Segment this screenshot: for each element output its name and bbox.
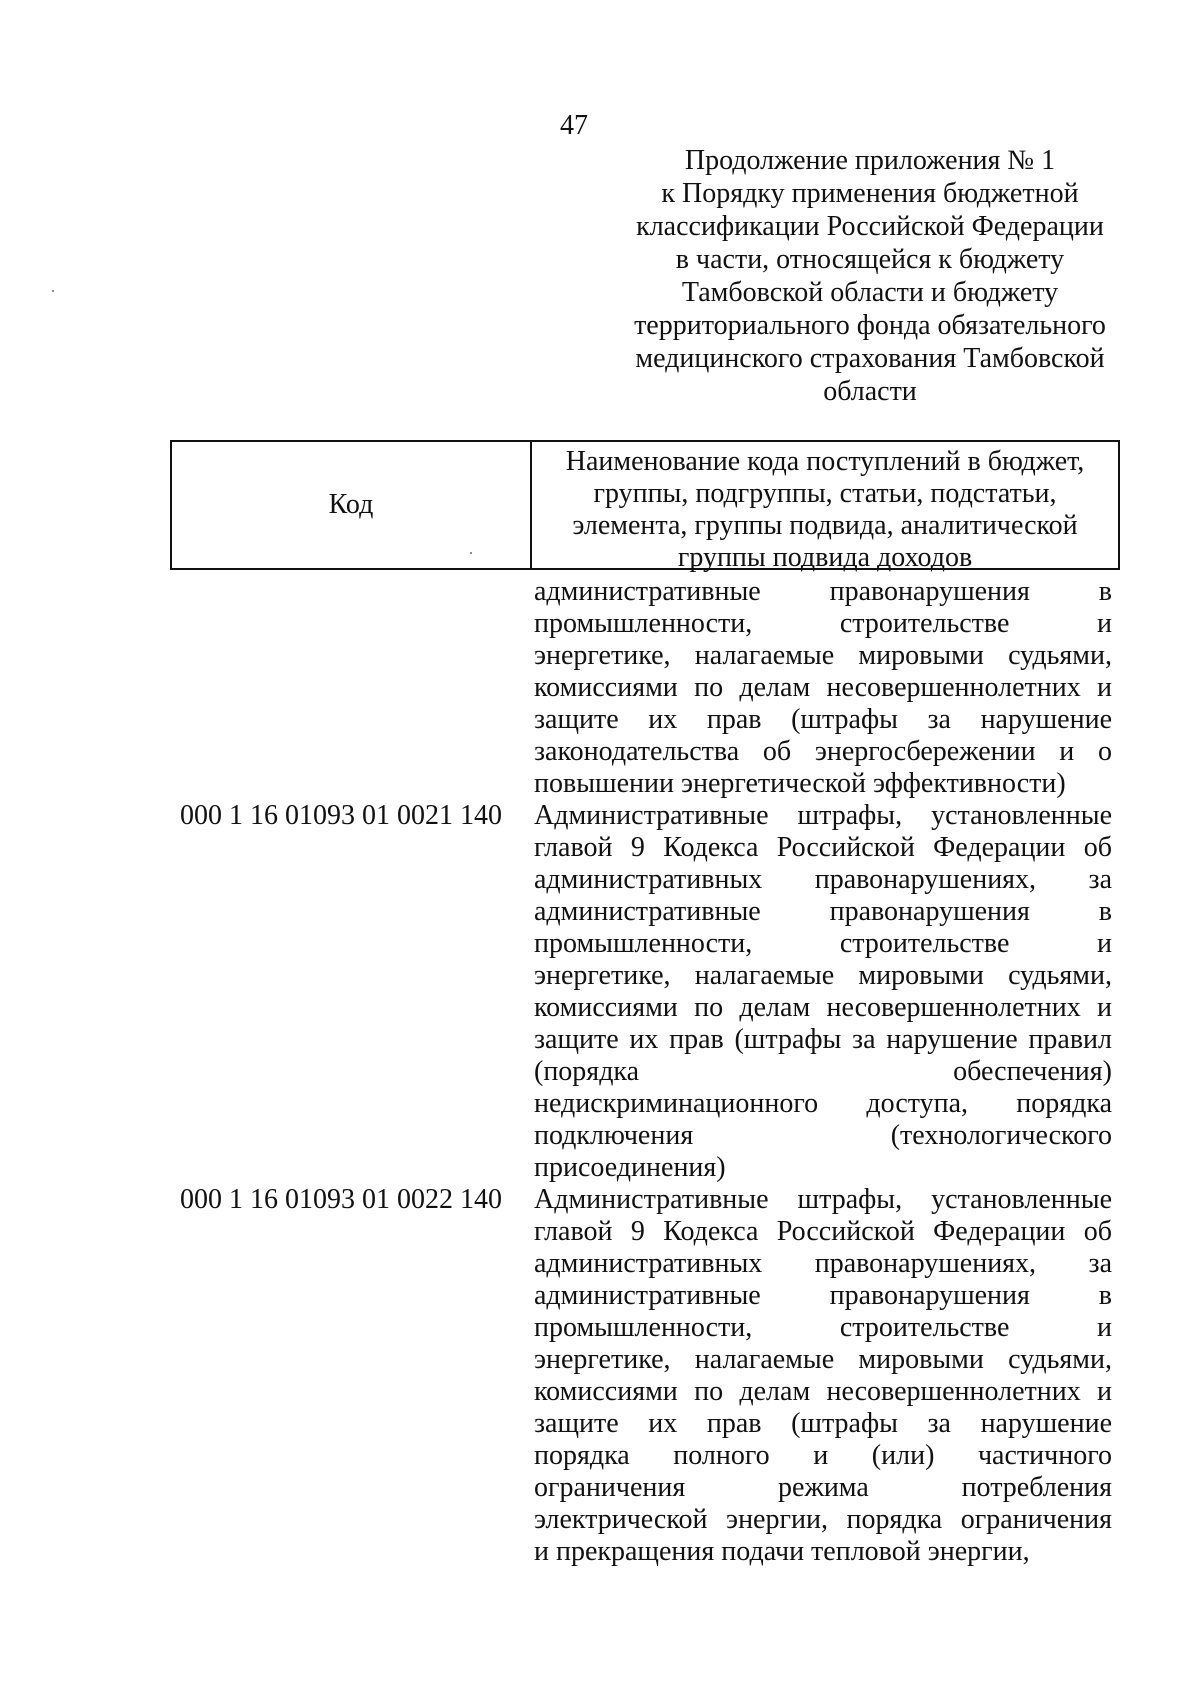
table-row [170,576,1120,800]
header-name-line: Наименование кода поступлений в бюджет, [565,446,1085,477]
header-name-line: группы, подгруппы, статьи, подстатьи, [593,478,1057,509]
description-line: главой 9 Кодекса Российской Федерации об [534,1216,1112,1247]
description-line: комиссиями по делам несовершеннолетних и [534,672,1112,703]
description-line: административных правонарушениях, за [534,864,1112,895]
table-header [170,440,1120,573]
description-line: недискриминационного доступа, порядка [534,1088,1112,1119]
appendix-header-line: Продолжение приложения № 1 [684,145,1056,176]
appendix-header-line: в части, относящейся к бюджету [675,244,1065,275]
header-name-line: элемента, группы подвида, аналитической [572,510,1078,541]
description-line: энергетике, налагаемые мировыми судьями, [534,640,1112,671]
description-line: повышении энергетической эффективности) [534,768,1066,799]
description-line: административные правонарушения в [534,576,1112,607]
description-line: порядка полного и (или) частичного [534,1440,1112,1471]
row-description [530,1184,1120,1568]
table-row [170,1184,1120,1568]
description-line: защите их прав (штрафы за нарушение правил [534,1024,1112,1055]
description-line: защите их прав (штрафы за нарушение [534,704,1112,735]
description-line: административные правонарушения в [534,1280,1112,1311]
description-line: присоединения) [534,1152,726,1183]
description-line: главой 9 Кодекса Российской Федерации об [534,832,1112,863]
description-line: (порядка обеспечения) [534,1056,1112,1087]
description-line: энергетике, налагаемые мировыми судьями, [534,1344,1112,1375]
row-description [530,576,1120,800]
row-code: 000 1 16 01093 01 0021 140 [180,800,502,831]
row-description [530,800,1120,1184]
table-row [170,800,1120,1184]
description-line: энергетике, налагаемые мировыми судьями, [534,960,1112,991]
appendix-header-line: классификации Российской Федерации [636,211,1104,242]
description-line: комиссиями по делам несовершеннолетних и [534,992,1112,1023]
description-line: Административные штрафы, установленные [534,800,1112,831]
description-line: административных правонарушениях, за [534,1248,1112,1279]
header-code-cell: Код [172,442,532,568]
description-line: промышленности, строительстве и [534,928,1112,959]
description-line: промышленности, строительстве и [534,608,1112,639]
appendix-header-line: области [823,376,917,407]
description-line: и прекращения подачи тепловой энергии, [534,1536,1030,1567]
description-line: Административные штрафы, установленные [534,1184,1112,1215]
description-line: электрической энергии, порядка ограничения [534,1504,1112,1535]
row-code: 000 1 16 01093 01 0022 140 [180,1184,502,1215]
description-line: промышленности, строительстве и [534,1312,1112,1343]
appendix-header-line: территориального фонда обязательного [634,310,1106,341]
description-line: подключения (технологического [534,1120,1112,1151]
description-line: защите их прав (штрафы за нарушение [534,1408,1112,1439]
header-name-cell [532,442,1118,573]
appendix-header-line: Тамбовской области и бюджету [681,277,1059,308]
description-line: комиссиями по делам несовершеннолетних и [534,1376,1112,1407]
appendix-header-line: к Порядку применения бюджетной [661,178,1079,209]
appendix-header-line: медицинского страхования Тамбовской [635,343,1105,374]
page-number: 47 [560,110,588,141]
table-body [170,576,1120,1568]
header-name-line: группы подвида доходов [677,542,973,573]
appendix-header [620,144,1120,408]
description-line: административные правонарушения в [534,896,1112,927]
description-line: законодательства об энергосбережении и о [534,736,1112,767]
scan-speck [52,290,54,292]
description-line: ограничения режима потребления [534,1472,1112,1503]
